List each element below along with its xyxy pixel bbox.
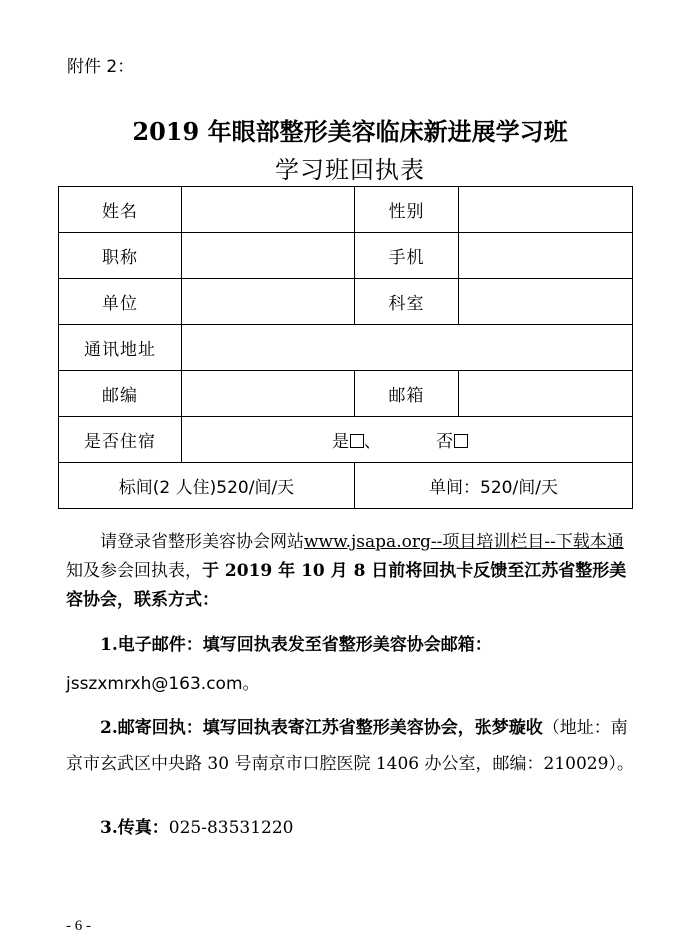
email-instruction-text: 1.电子邮件：填写回执表发至省整形美容协会邮箱： xyxy=(100,635,492,655)
contact-email: jsszxmrxh@163.com。 xyxy=(66,674,260,694)
lodging-no-label: 否 xyxy=(436,432,453,452)
mobile-field[interactable] xyxy=(459,233,633,279)
zip-label: 邮编 xyxy=(59,371,182,417)
mail-address: （地址：南京市玄武区中央路 30 号南京市口腔医院 1406 办公室，邮编：210029）。 xyxy=(66,718,634,774)
address-label: 通讯地址 xyxy=(59,325,182,371)
table-row xyxy=(59,279,633,325)
name-field[interactable] xyxy=(182,187,355,233)
table-row xyxy=(59,187,633,233)
organization-field[interactable] xyxy=(182,279,355,325)
email-label: 邮箱 xyxy=(355,371,459,417)
table-row xyxy=(59,371,633,417)
department-label: 科室 xyxy=(355,279,459,325)
professional-title-field[interactable] xyxy=(182,233,355,279)
lodging-yes-option[interactable] xyxy=(332,432,381,452)
table-row xyxy=(59,417,633,463)
document-title: 2019 年眼部整形美容临床新进展学习班 xyxy=(132,117,568,146)
checkbox-icon[interactable] xyxy=(350,434,364,448)
document-subtitle: 学习班回执表 xyxy=(275,156,425,184)
professional-title-label: 职称 xyxy=(59,233,182,279)
lodging-no-option[interactable] xyxy=(436,432,468,452)
website-link[interactable]: www.jsapa.org--项目培训栏目--下载本通 xyxy=(304,532,624,552)
lodging-separator: 、 xyxy=(364,432,381,452)
address-field[interactable] xyxy=(182,325,633,371)
registration-form-table xyxy=(58,186,633,509)
lodging-options xyxy=(182,417,633,463)
fax-number: 025-83531220 xyxy=(168,818,294,838)
email-instruction xyxy=(66,635,636,655)
table-row xyxy=(59,233,633,279)
checkbox-icon[interactable] xyxy=(454,434,468,448)
standard-room-option[interactable]: 标间(2 人住)520/间/天 xyxy=(59,463,355,509)
intro-text: 请登录省整形美容协会网站 xyxy=(100,532,304,552)
instructions-paragraph xyxy=(66,528,636,615)
fax-label: 3.传真： xyxy=(100,818,169,838)
organization-label: 单位 xyxy=(59,279,182,325)
mail-instruction-text: 2.邮寄回执：填写回执表寄江苏省整形美容协会，张梦璇收 xyxy=(100,718,543,738)
department-field[interactable] xyxy=(459,279,633,325)
lodging-yes-label: 是 xyxy=(332,432,349,452)
name-label: 姓名 xyxy=(59,187,182,233)
intro-continuation: 知及参会回执表， xyxy=(66,561,202,581)
mobile-label: 手机 xyxy=(355,233,459,279)
mail-instruction xyxy=(66,710,636,782)
deadline-text: 于 2019 年 10 月 8 日前将回执卡反馈至江苏省整形美容协会，联系方式： xyxy=(66,561,627,610)
page-number: - 6 - xyxy=(66,918,91,934)
single-room-option[interactable]: 单间：520/间/天 xyxy=(355,463,633,509)
fax-instruction xyxy=(66,818,636,838)
table-row xyxy=(59,325,633,371)
gender-label: 性别 xyxy=(355,187,459,233)
table-row xyxy=(59,463,633,509)
email-field[interactable] xyxy=(459,371,633,417)
attachment-label: 附件 2： xyxy=(67,57,135,77)
lodging-label: 是否住宿 xyxy=(59,417,182,463)
gender-field[interactable] xyxy=(459,187,633,233)
zip-field[interactable] xyxy=(182,371,355,417)
